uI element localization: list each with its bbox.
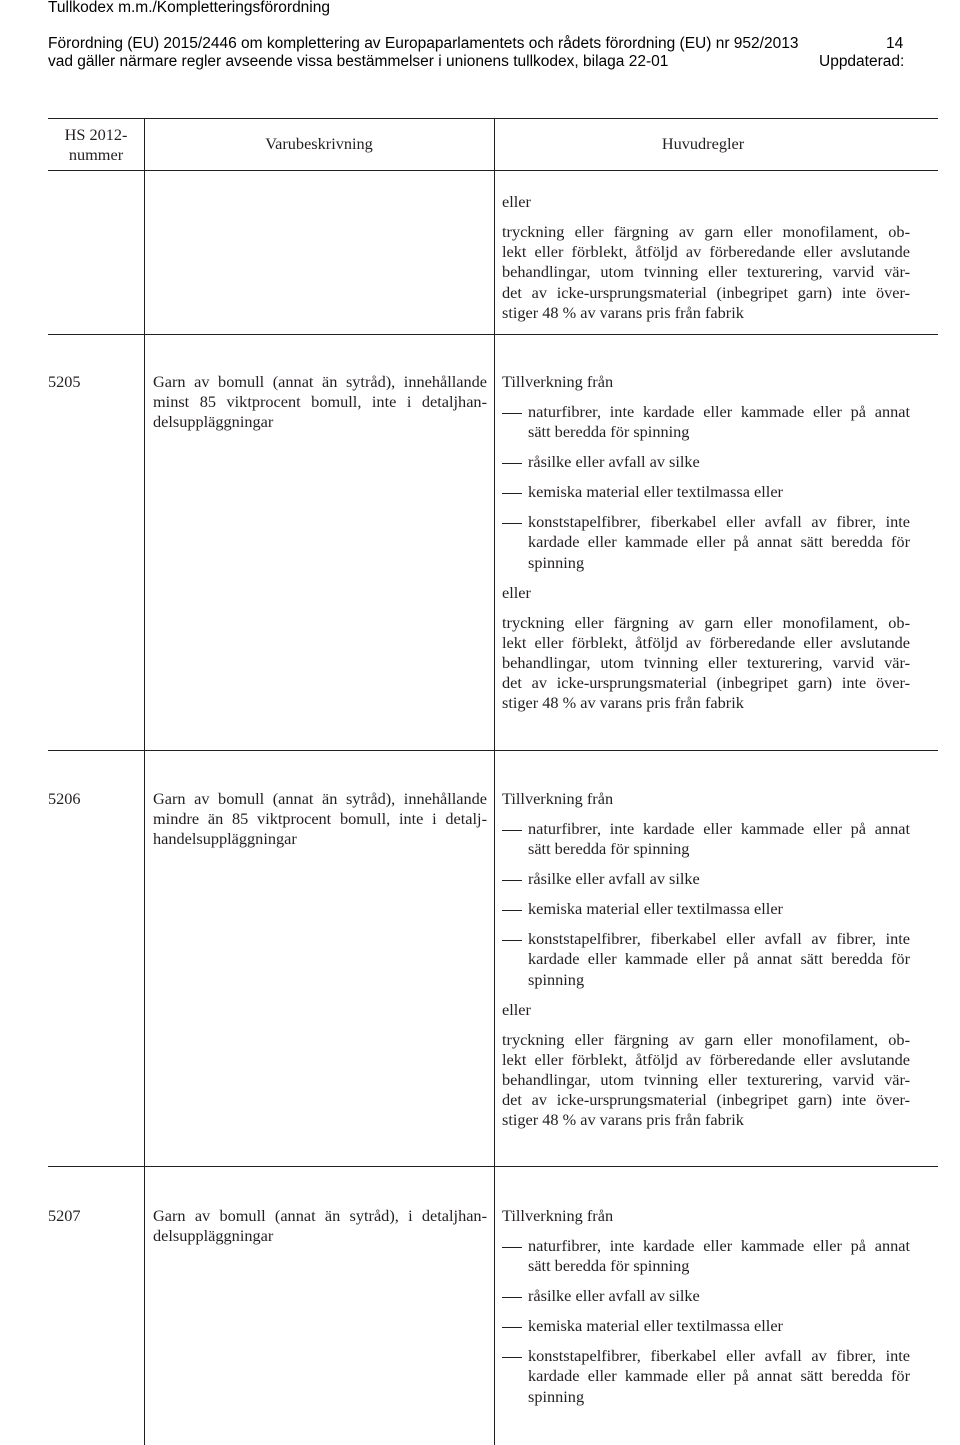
regulation-title-line-1: Förordning (EU) 2015/2446 om komplettering av Europaparlamentets och rådets förordning (EU) nr 952/2013	[48, 35, 799, 52]
printing-rule: tryckning eller färgning av garn eller monofilament, ob- lekt eller förblekt, åtföljd av förberedande eller avslutande behandlingar, utom tvinning eller texturering, varvid vär- det av icke-ursprungsmaterial (inbegripet garn) inte över- stiger 48 % av varans pris från fabrik	[502, 1029, 910, 1130]
row-separator	[48, 1166, 938, 1167]
printing-rule: tryckning eller färgning av garn eller monofilament, ob- lekt eller förblekt, åtföljd av förberedande eller avslutande behandlingar, utom tvinning eller texturering, varvid vär- det av icke-ursprungsmaterial (inbegripet garn) inte över- stiger 48 % av varans pris från fabrik	[502, 612, 910, 713]
column-divider	[494, 118, 495, 1445]
hs-code: 5205	[48, 372, 81, 391]
regulation-title-line-2: vad gäller närmare regler avseende vissa bestämmelser i unionens tullkodex, bilaga 22-01	[48, 53, 669, 70]
rule-cell	[502, 372, 910, 714]
rule-item: naturfibrer, inte kardade eller kammade eller på annat sätt beredda för spinning	[502, 1236, 910, 1276]
rule-item: konststapelfibrer, fiberkabel eller avfall av fibrer, inte kardade eller kammade eller på annat sätt beredda för spinning	[502, 1346, 910, 1407]
rule-conjunction: eller	[502, 582, 531, 602]
goods-description: Garn av bomull (annat än sytråd), innehållande minst 85 viktprocent bomull, inte i detaljhan- delsuppläggningar	[153, 372, 487, 432]
row-separator	[48, 750, 938, 751]
rule-intro: Tillverkning från	[502, 789, 614, 808]
dash-bullet	[502, 413, 522, 414]
rule-item: konststapelfibrer, fiberkabel eller avfall av fibrer, inte kardade eller kammade eller på annat sätt beredda för spinning	[502, 929, 910, 990]
dash-bullet	[502, 523, 522, 524]
rule-item: naturfibrer, inte kardade eller kammade eller på annat sätt beredda för spinning	[502, 402, 910, 442]
row-separator	[48, 334, 938, 335]
hs-code: 5207	[48, 1206, 81, 1225]
page-number: 14	[886, 35, 904, 52]
rule-item: kemiska material eller textilmassa eller	[502, 1316, 910, 1336]
column-heading-hs: HS 2012- nummer	[64, 125, 128, 165]
dash-bullet	[502, 830, 522, 831]
dash-bullet	[502, 463, 522, 464]
rule-conjunction: eller	[502, 999, 531, 1019]
rule-item: kemiska material eller textilmassa eller	[502, 899, 910, 919]
table-top-rule	[48, 118, 938, 119]
dash-bullet	[502, 493, 522, 494]
column-heading-rules: Huvudregler	[661, 134, 745, 153]
running-header-title: Tullkodex m.m./Kompletteringsförordning	[48, 0, 330, 16]
dash-bullet	[502, 1297, 522, 1298]
rule-item: konststapelfibrer, fiberkabel eller avfall av fibrer, inte kardade eller kammade eller på annat sätt beredda för spinning	[502, 512, 910, 573]
column-divider	[144, 118, 145, 1445]
table-header-rule	[48, 170, 938, 171]
dash-bullet	[502, 940, 522, 941]
rule-item: kemiska material eller textilmassa eller	[502, 482, 910, 502]
column-heading-description: Varubeskrivning	[265, 134, 373, 153]
rule-item: naturfibrer, inte kardade eller kammade eller på annat sätt beredda för spinning	[502, 819, 910, 859]
dash-bullet	[502, 880, 522, 881]
hs-code: 5206	[48, 789, 81, 808]
rule-intro: Tillverkning från	[502, 372, 614, 391]
dash-bullet	[502, 1327, 522, 1328]
rule-conjunction: eller	[502, 192, 531, 211]
continued-rule-cell	[502, 192, 910, 323]
rule-item: råsilke eller avfall av silke	[502, 1286, 910, 1306]
printing-rule: tryckning eller färgning av garn eller monofilament, ob- lekt eller förblekt, åtföljd av förberedande eller avslutande behandlingar, utom tvinning eller texturering, varvid vär- det av icke-ursprungsmaterial (inbegripet garn) inte över- stiger 48 % av varans pris från fabrik	[502, 222, 910, 322]
rule-item: råsilke eller avfall av silke	[502, 452, 910, 472]
rule-intro: Tillverkning från	[502, 1206, 614, 1225]
dash-bullet	[502, 1357, 522, 1358]
goods-description: Garn av bomull (annat än sytråd), i detaljhan- delsuppläggningar	[153, 1206, 487, 1246]
dash-bullet	[502, 1247, 522, 1248]
dash-bullet	[502, 910, 522, 911]
rule-item: råsilke eller avfall av silke	[502, 869, 910, 889]
rule-cell	[502, 1206, 910, 1407]
updated-label: Uppdaterad:	[819, 53, 905, 70]
rule-cell	[502, 789, 910, 1131]
goods-description: Garn av bomull (annat än sytråd), innehållande mindre än 85 viktprocent bomull, inte i detalj- handelsuppläggningar	[153, 789, 487, 849]
